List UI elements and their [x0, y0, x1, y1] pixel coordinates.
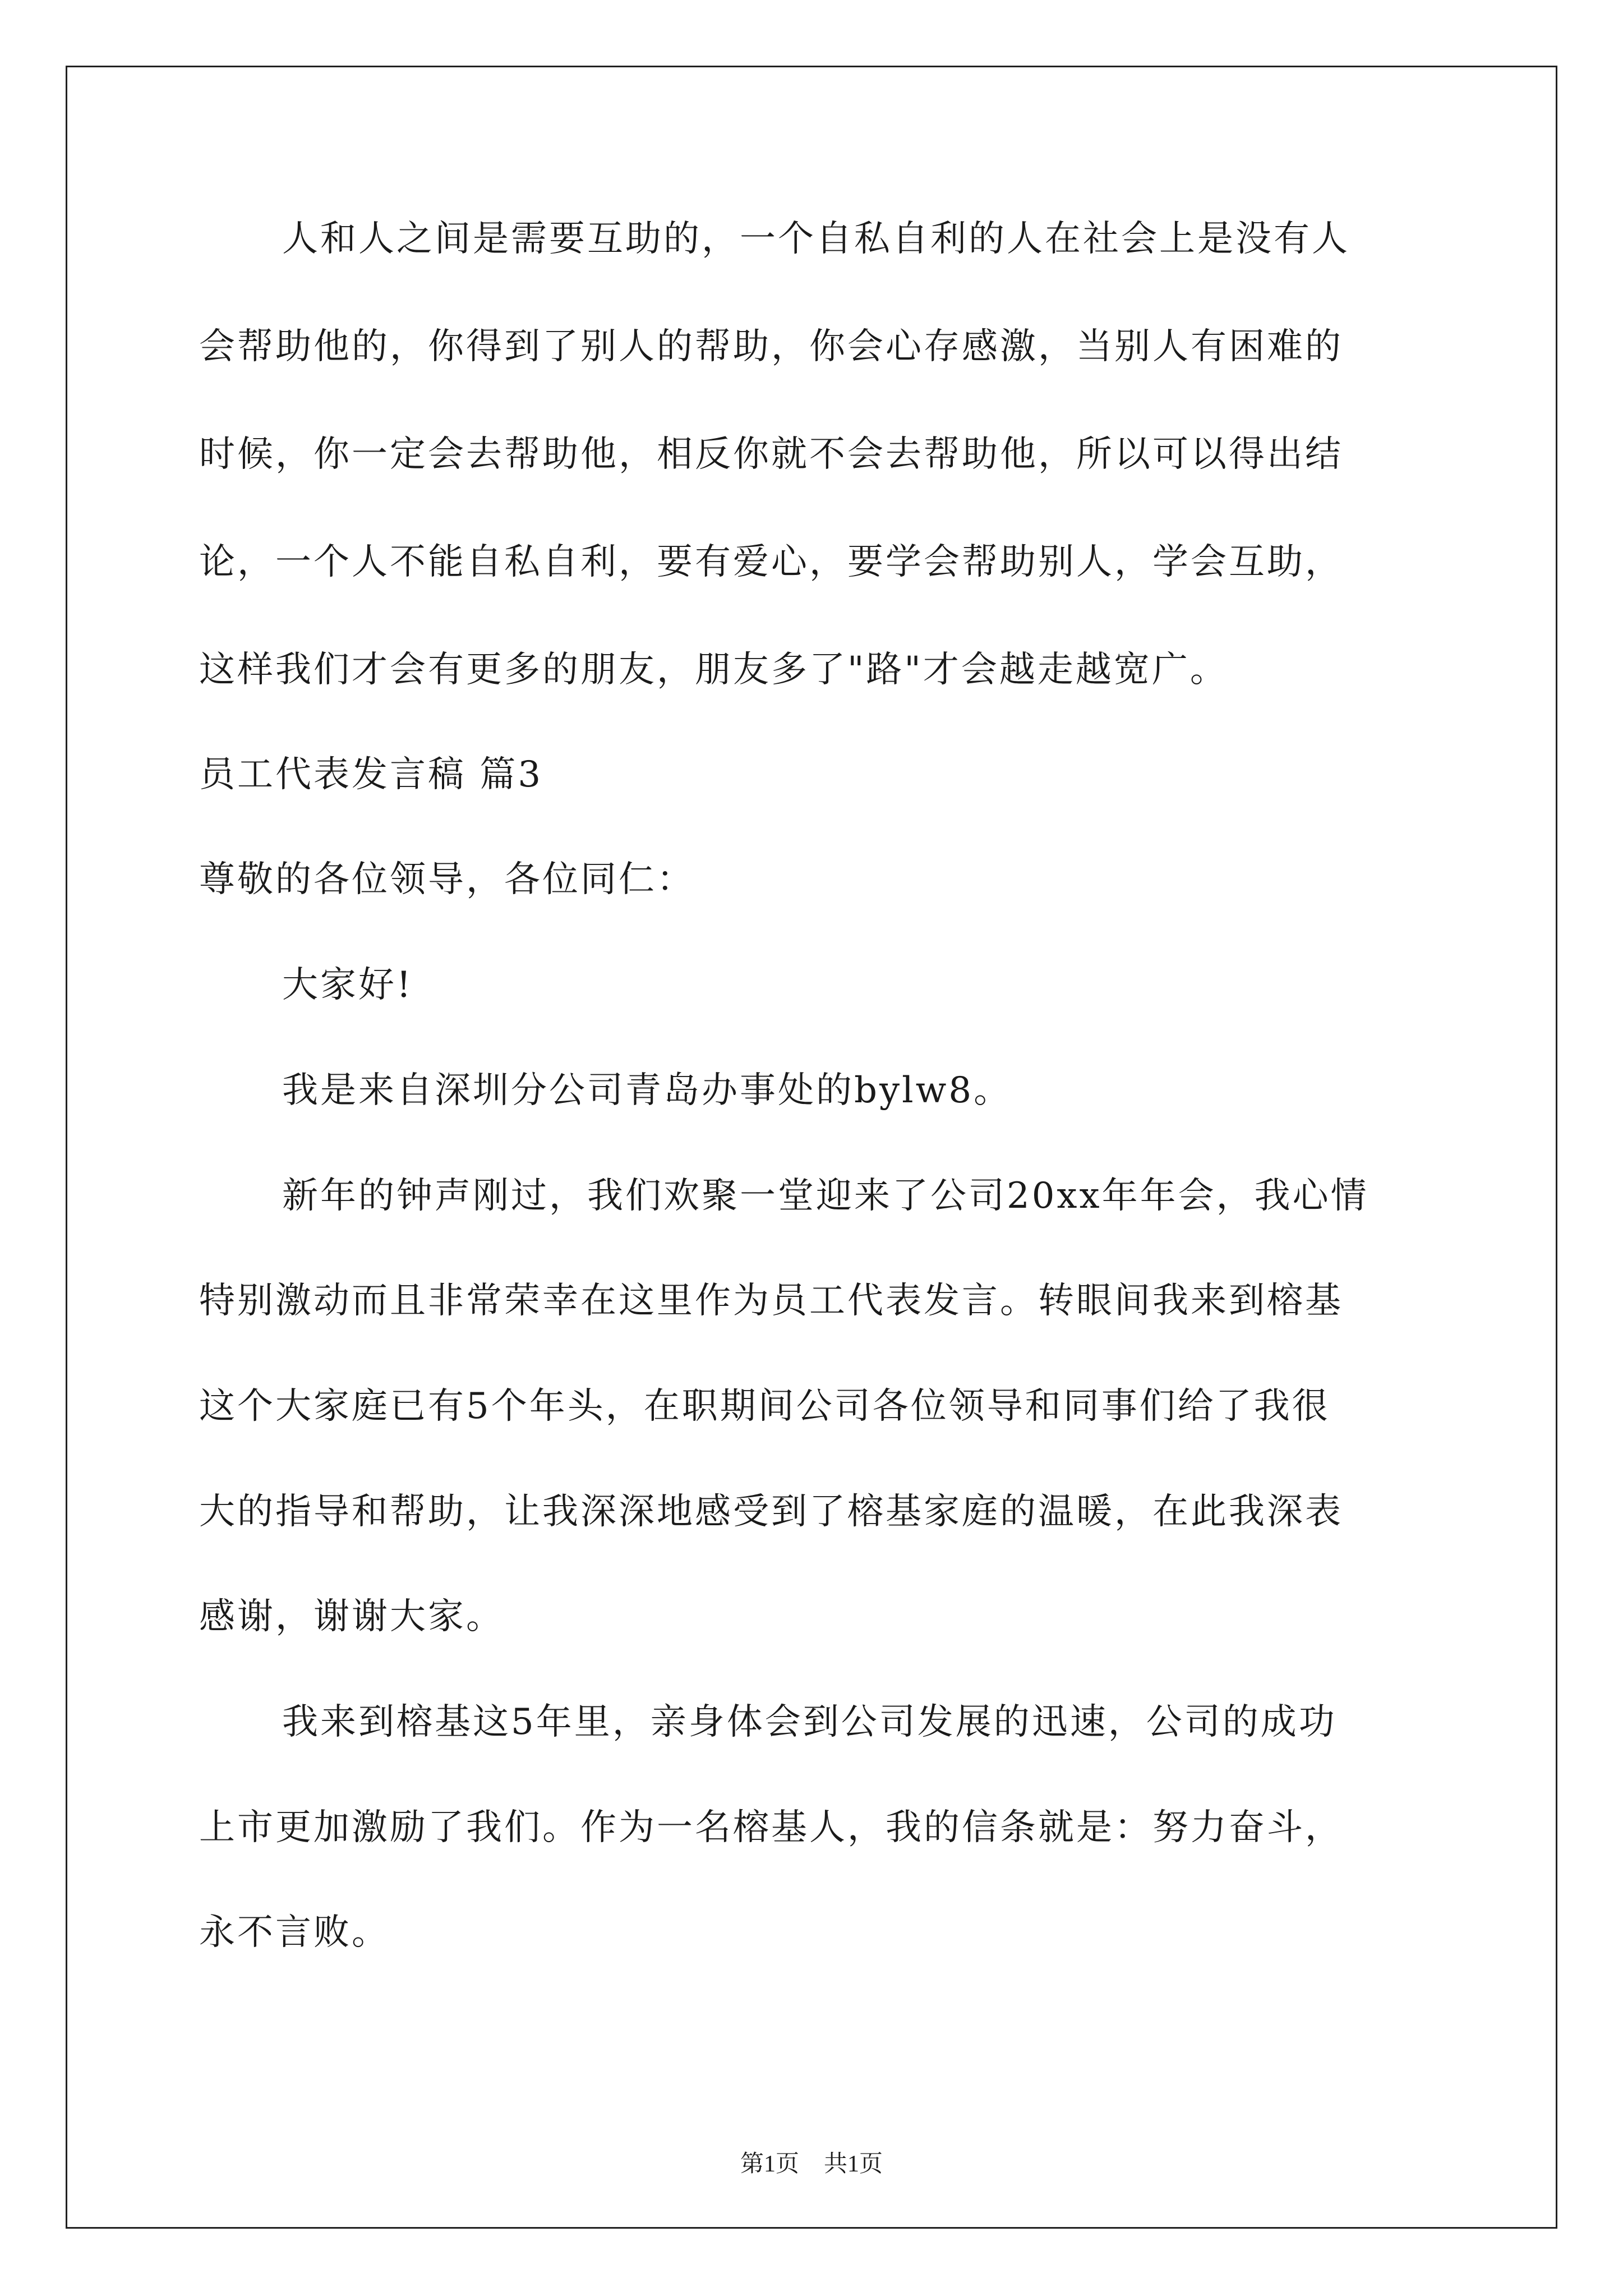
salutation: 尊敬的各位领导，各位同仁： — [199, 859, 695, 900]
paragraph-line: 我是来自深圳分公司青岛办事处的bylw8。 — [282, 1070, 1012, 1111]
page-number-current: 第1页 — [740, 2151, 799, 2177]
paragraph-line: 这样我们才会有更多的朋友，朋友多了"路"才会越走越宽广。 — [199, 649, 1228, 691]
paragraph-line: 上市更加激励了我们。作为一名榕基人，我的信条就是：努力奋斗， — [199, 1807, 1343, 1848]
paragraph-line: 我来到榕基这5年里，亲身体会到公司发展的迅速，公司的成功 — [282, 1701, 1337, 1743]
paragraph-line: 论，一个人不能自私自利，要有爱心，要学会帮助别人，学会互助， — [199, 541, 1343, 583]
section-heading: 员工代表发言稿 篇3 — [199, 754, 543, 795]
paragraph-line: 这个大家庭已有5个年头，在职期间公司各位领导和同事们给了我很 — [199, 1386, 1330, 1427]
paragraph-line: 感谢，谢谢大家。 — [199, 1596, 504, 1637]
paragraph-line: 时候，你一定会去帮助他，相反你就不会去帮助他，所以可以得出结 — [199, 434, 1343, 475]
page-number-total: 共1页 — [824, 2151, 883, 2177]
greeting: 大家好! — [282, 964, 413, 1006]
paragraph-line: 特别激动而且非常荣幸在这里作为员工代表发言。转眼间我来到榕基 — [199, 1280, 1343, 1322]
paragraph-line: 会帮助他的，你得到了别人的帮助，你会心存感激，当别人有困难的 — [199, 326, 1343, 367]
paragraph-line: 永不言败。 — [199, 1912, 390, 1953]
page-border — [66, 66, 1557, 2229]
paragraph-line: 人和人之间是需要互助的，一个自私自利的人在社会上是没有人 — [282, 218, 1350, 260]
page-footer — [0, 2147, 1623, 2181]
paragraph-line: 新年的钟声刚过，我们欢聚一堂迎来了公司20xx年年会，我心情 — [282, 1175, 1369, 1217]
paragraph-line: 大的指导和帮助，让我深深地感受到了榕基家庭的温暖，在此我深表 — [199, 1491, 1343, 1533]
